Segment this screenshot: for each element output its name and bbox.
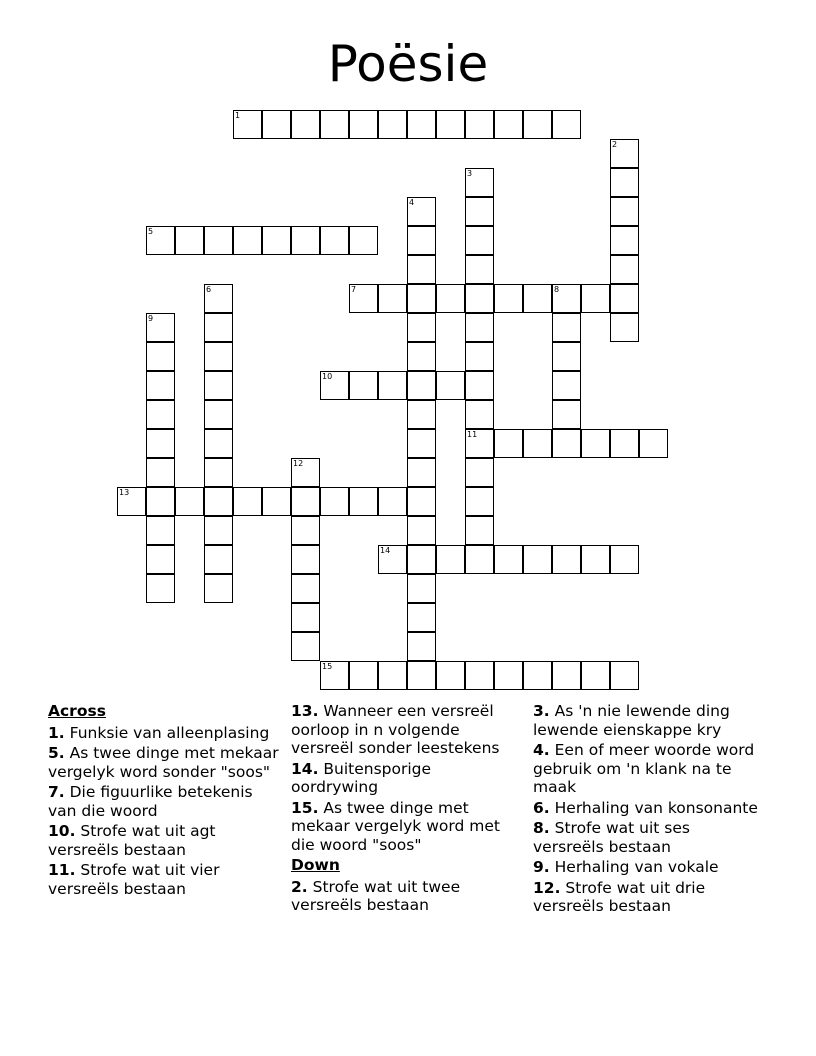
- grid-cell[interactable]: [465, 661, 494, 690]
- grid-cell[interactable]: [320, 371, 349, 400]
- grid-cell[interactable]: [465, 342, 494, 371]
- grid-cell[interactable]: [204, 458, 233, 487]
- grid-cell[interactable]: [610, 313, 639, 342]
- grid-cell[interactable]: [146, 342, 175, 371]
- clue-across-15: 15. As twee dinge met mekaar vergelyk word met die woord "soos": [291, 798, 500, 854]
- grid-cell[interactable]: [610, 545, 639, 574]
- clue-across-7: 7. Die figuurlike betekenis van die woord: [48, 783, 253, 820]
- grid-cell[interactable]: [610, 284, 639, 313]
- grid-cell[interactable]: [291, 603, 320, 632]
- clues-column-3: [533, 702, 765, 918]
- grid-cell[interactable]: [175, 487, 204, 516]
- grid-cell[interactable]: [407, 313, 436, 342]
- grid-cell[interactable]: [552, 313, 581, 342]
- grid-cell[interactable]: [407, 458, 436, 487]
- grid-cell[interactable]: [523, 661, 552, 690]
- grid-cell[interactable]: [407, 545, 436, 574]
- grid-cell[interactable]: [494, 284, 523, 313]
- grid-cell[interactable]: [610, 255, 639, 284]
- grid-cell[interactable]: [465, 255, 494, 284]
- grid-cell[interactable]: [494, 110, 523, 139]
- grid-cell[interactable]: [349, 226, 378, 255]
- grid-cell[interactable]: [262, 110, 291, 139]
- clue-down-8: 8. Strofe wat uit ses versreëls bestaan: [533, 819, 690, 856]
- grid-cell[interactable]: [291, 226, 320, 255]
- grid-cell[interactable]: [465, 545, 494, 574]
- grid-cell[interactable]: [407, 574, 436, 603]
- grid-cell[interactable]: [465, 313, 494, 342]
- grid-cell[interactable]: [146, 313, 175, 342]
- grid-cell[interactable]: [117, 487, 146, 516]
- grid-cell[interactable]: [523, 429, 552, 458]
- grid-cell[interactable]: [407, 429, 436, 458]
- grid-cell[interactable]: [407, 400, 436, 429]
- grid-cell[interactable]: [378, 110, 407, 139]
- grid-cell[interactable]: [610, 429, 639, 458]
- grid-cell[interactable]: [146, 574, 175, 603]
- grid-cell[interactable]: [320, 110, 349, 139]
- grid-cell[interactable]: [320, 226, 349, 255]
- grid-cell[interactable]: [320, 661, 349, 690]
- grid-cell[interactable]: [610, 226, 639, 255]
- grid-cell[interactable]: [552, 110, 581, 139]
- grid-cell[interactable]: [610, 197, 639, 226]
- grid-cell[interactable]: [436, 661, 465, 690]
- grid-cell[interactable]: [349, 284, 378, 313]
- clue-across-11: 11. Strofe wat uit vier versreëls bestaan: [48, 861, 220, 898]
- grid-cell[interactable]: [465, 429, 494, 458]
- clue-down-9: 9. Herhaling van vokale: [533, 858, 719, 876]
- clue-down-3: 3. As 'n nie lewende ding lewende eienskappe kry: [533, 702, 730, 739]
- grid-cell[interactable]: [465, 371, 494, 400]
- grid-cell[interactable]: [146, 371, 175, 400]
- grid-cell[interactable]: [465, 400, 494, 429]
- clue-down-12: 12. Strofe wat uit drie versreëls bestaan: [533, 878, 706, 915]
- clue-across-5: 5. As twee dinge met mekaar vergelyk word sonder "soos": [48, 744, 279, 781]
- clue-across-10: 10. Strofe wat uit agt versreëls bestaan: [48, 822, 216, 859]
- grid-cell[interactable]: [204, 545, 233, 574]
- grid-cell[interactable]: [262, 487, 291, 516]
- grid-cell[interactable]: [465, 284, 494, 313]
- grid-cell[interactable]: [204, 342, 233, 371]
- grid-cell[interactable]: [204, 400, 233, 429]
- grid-cell[interactable]: [291, 487, 320, 516]
- cell-number: 6: [206, 285, 212, 294]
- grid-cell[interactable]: [465, 487, 494, 516]
- grid-cell[interactable]: [523, 284, 552, 313]
- clue-across-13: 13. Wanneer een versreël oorloop in n volgende versreël sonder leestekens: [291, 702, 500, 757]
- grid-cell[interactable]: [204, 487, 233, 516]
- across-heading: Across: [48, 702, 106, 720]
- grid-cell[interactable]: [436, 545, 465, 574]
- grid-cell[interactable]: [407, 661, 436, 690]
- grid-cell[interactable]: [291, 632, 320, 661]
- grid-cell[interactable]: [378, 545, 407, 574]
- grid-cell[interactable]: [552, 545, 581, 574]
- grid-cell[interactable]: [291, 516, 320, 545]
- grid-cell[interactable]: [204, 429, 233, 458]
- grid-cell[interactable]: [291, 574, 320, 603]
- grid-cell[interactable]: [204, 284, 233, 313]
- grid-cell[interactable]: [320, 487, 349, 516]
- grid-cell[interactable]: [204, 574, 233, 603]
- grid-cell[interactable]: [146, 545, 175, 574]
- cell-number: 12: [293, 459, 304, 468]
- grid-cell[interactable]: [523, 110, 552, 139]
- clues-column-2: [291, 702, 523, 917]
- grid-cell[interactable]: [436, 110, 465, 139]
- grid-cell[interactable]: [523, 545, 552, 574]
- grid-cell[interactable]: [465, 110, 494, 139]
- grid-cell[interactable]: [378, 487, 407, 516]
- cell-number: 10: [322, 372, 333, 381]
- grid-cell[interactable]: [407, 603, 436, 632]
- grid-cell[interactable]: [494, 429, 523, 458]
- cell-number: 1: [235, 111, 241, 120]
- grid-cell[interactable]: [349, 110, 378, 139]
- grid-cell[interactable]: [581, 429, 610, 458]
- grid-cell[interactable]: [552, 371, 581, 400]
- grid-cell[interactable]: [639, 429, 668, 458]
- down-heading: Down: [291, 856, 340, 874]
- cell-number: 3: [467, 169, 473, 178]
- grid-cell[interactable]: [436, 371, 465, 400]
- cell-number: 8: [554, 285, 560, 294]
- grid-cell[interactable]: [465, 516, 494, 545]
- grid-cell[interactable]: [146, 487, 175, 516]
- grid-cell[interactable]: [581, 661, 610, 690]
- grid-cell[interactable]: [146, 429, 175, 458]
- grid-cell[interactable]: [349, 487, 378, 516]
- grid-cell[interactable]: [610, 168, 639, 197]
- grid-cell[interactable]: [407, 284, 436, 313]
- cell-number: 7: [351, 285, 357, 294]
- grid-cell[interactable]: [407, 226, 436, 255]
- grid-cell[interactable]: [552, 342, 581, 371]
- grid-cell[interactable]: [465, 226, 494, 255]
- clue-across-14: 14. Buitensporige oordrywing: [291, 759, 432, 796]
- clues-column-1: [48, 702, 280, 900]
- grid-cell[interactable]: [349, 661, 378, 690]
- cell-number: 14: [380, 546, 391, 555]
- grid-cell[interactable]: [175, 226, 204, 255]
- grid-cell[interactable]: [465, 168, 494, 197]
- puzzle-title: Poësie: [327, 35, 489, 93]
- cell-number: 9: [148, 314, 154, 323]
- grid-cell[interactable]: [262, 226, 291, 255]
- clue-down-2: 2. Strofe wat uit twee versreëls bestaan: [291, 877, 461, 914]
- grid-cell[interactable]: [465, 197, 494, 226]
- grid-cell[interactable]: [407, 371, 436, 400]
- cell-number: 11: [467, 430, 478, 439]
- grid-cell[interactable]: [146, 458, 175, 487]
- grid-cell[interactable]: [552, 661, 581, 690]
- grid-cell[interactable]: [349, 371, 378, 400]
- cell-number: 15: [322, 662, 333, 671]
- grid-cell[interactable]: [581, 284, 610, 313]
- grid-cell[interactable]: [610, 661, 639, 690]
- grid-cell[interactable]: [494, 545, 523, 574]
- grid-cell[interactable]: [204, 516, 233, 545]
- grid-cell[interactable]: [552, 400, 581, 429]
- clue-down-4: 4. Een of meer woorde word gebruik om 'n klank na te maak: [533, 741, 755, 796]
- cell-number: 5: [148, 227, 154, 236]
- grid-cell[interactable]: [233, 487, 262, 516]
- grid-cell[interactable]: [581, 545, 610, 574]
- grid-cell[interactable]: [494, 661, 523, 690]
- grid-cell[interactable]: [204, 226, 233, 255]
- grid-cell[interactable]: [378, 661, 407, 690]
- grid-cell[interactable]: [378, 371, 407, 400]
- grid-cell[interactable]: [407, 110, 436, 139]
- clue-down-6: 6. Herhaling van konsonante: [533, 798, 758, 817]
- grid-cell[interactable]: [204, 313, 233, 342]
- cell-number: 2: [612, 140, 618, 149]
- grid-cell[interactable]: [610, 139, 639, 168]
- grid-cell[interactable]: [233, 226, 262, 255]
- grid-cell[interactable]: [407, 487, 436, 516]
- grid-cell[interactable]: [465, 458, 494, 487]
- grid-cell[interactable]: [552, 284, 581, 313]
- cell-number: 13: [119, 488, 130, 497]
- grid-cell[interactable]: [291, 458, 320, 487]
- clue-across-1: 1. Funksie van alleenplasing: [48, 723, 270, 742]
- grid-cell[interactable]: [146, 516, 175, 545]
- grid-cell[interactable]: [291, 110, 320, 139]
- grid-cell[interactable]: [378, 284, 407, 313]
- grid-cell[interactable]: [407, 516, 436, 545]
- grid-cell[interactable]: [146, 226, 175, 255]
- grid-cell[interactable]: [233, 110, 262, 139]
- grid-cell[interactable]: [407, 197, 436, 226]
- grid-cell[interactable]: [291, 545, 320, 574]
- grid-cell[interactable]: [552, 429, 581, 458]
- cell-number: 4: [409, 198, 415, 207]
- grid-cell[interactable]: [407, 342, 436, 371]
- grid-cell[interactable]: [436, 284, 465, 313]
- grid-cell[interactable]: [204, 371, 233, 400]
- grid-cell[interactable]: [146, 400, 175, 429]
- grid-cell[interactable]: [407, 255, 436, 284]
- grid-cell[interactable]: [407, 632, 436, 661]
